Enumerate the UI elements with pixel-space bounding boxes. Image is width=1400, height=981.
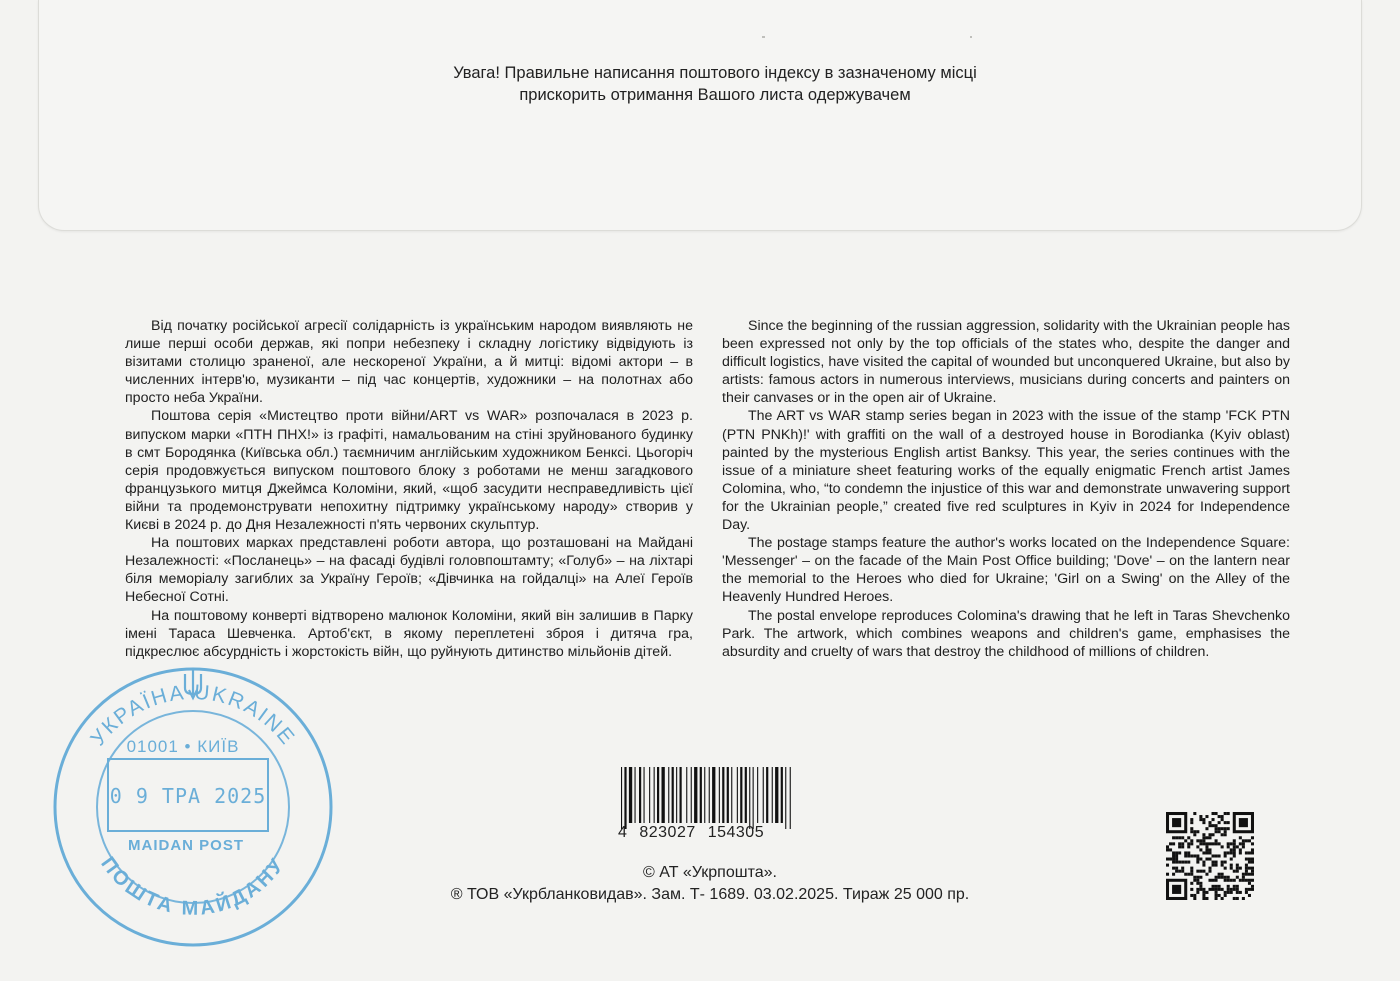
ua-paragraph: Від початку російської агресії солідарність із українським народом виявляють не лише перші особи держав, які попри небезпеку і складну логістику відвідують із візитами столицю зраненої, але нескореної України, а й митці: відомі актори – в численних інтерв'ю, музиканти – під час концертів, художники – на полотнах або просто неба України. [125,318,693,407]
paper-speck [762,36,765,38]
qr-module [1233,851,1236,854]
en-paragraph: Since the beginning of the russian aggression, solidarity with the Ukrainian people has been expressed not only by the top officials of the states who, despite the danger and difficult logistics, have visited the capital of wounded but unconquered Ukraine, but also by artists: famous actors in numerous interviews, musicians during concerts and painters on their canvases or in the open air of Ukraine. [722,318,1290,407]
qr-module [1199,858,1202,861]
barcode-bar [635,767,636,823]
qr-module [1196,845,1199,848]
barcode-bar [737,767,738,823]
qr-module [1218,815,1221,818]
barcode-bar [772,767,773,823]
maidan-post-postmark [48,662,338,952]
qr-module [1227,812,1230,815]
qr-module [1224,821,1227,824]
qr-module [1169,842,1172,845]
barcode-bar [694,767,697,823]
qr-module [1224,827,1227,830]
qr-module [1218,854,1221,857]
barcode-first-digit: 4 [618,824,628,841]
qr-module [1230,858,1233,861]
ean-barcode [615,767,795,829]
qr-module [1190,818,1193,821]
qr-module [1166,858,1169,861]
qr-module [1199,842,1202,845]
qr-module [1239,836,1242,839]
qr-module [1212,833,1215,836]
qr-module [1221,815,1224,818]
qr-module [1212,854,1215,857]
qr-module [1202,851,1205,854]
qr-module [1251,842,1254,845]
qr-module [1215,854,1218,857]
qr-module [1239,851,1242,854]
qr-module [1239,848,1242,851]
qr-module [1208,833,1211,836]
qr-module [1230,848,1233,851]
barcode-bar [719,767,720,823]
en-paragraph: The postage stamps feature the author's works located on the Independence Square: 'Messenger' – on the facade of the Main Post Office building; 'Dove' – on the lantern near the memorial to the Heroes who died for Ukraine; 'Girl on a Swing' on the Alley of the Heavenly Hundred Heroes. [722,535,1290,606]
postal-code-notice-line-2: прискорить отримання Вашого листа одержувачем [519,86,911,104]
envelope-flap [38,0,1362,231]
qr-module [1205,836,1208,839]
qr-module [1193,833,1196,836]
ua-paragraph: На поштовому конверті відтворено малюнок Коломіни, який він залишив в Парку імені Тараса Шевченка. Артоб'єкт, в якому переплетені зброя і дитяча гра, підкреслює абсурдність і жорстокість війн, що руйнують дитинство мільйонів дітей. [125,607,693,660]
barcode-bar [790,767,791,829]
barcode-bar [700,767,702,823]
qr-module [1227,851,1230,854]
qr-module [1224,833,1227,836]
qr-module [1251,851,1254,854]
barcode-bar [775,767,778,823]
barcode-bar [639,767,641,823]
qr-module [1196,854,1199,857]
qr-module [1245,851,1248,854]
qr-module [1193,830,1196,833]
qr-module [1175,851,1178,854]
qr-module [1218,830,1221,833]
qr-finder [1239,818,1248,827]
qr-module [1215,827,1218,830]
barcode-bar [676,767,677,823]
qr-module [1227,827,1230,830]
qr-module [1224,830,1227,833]
qr-module [1172,858,1175,861]
barcode-bar [629,767,632,823]
qr-module [1202,842,1205,845]
barcode-bar [657,767,659,823]
qr-module [1178,845,1181,848]
qr-module [1251,858,1254,861]
qr-module [1202,833,1205,836]
qr-module [1199,848,1202,851]
barcode-bar [662,767,665,823]
qr-module [1218,821,1221,824]
qr-module [1181,845,1184,848]
qr-module [1208,824,1211,827]
qr-module [1233,848,1236,851]
qr-module [1215,842,1218,845]
barcode-number [618,824,771,842]
postmark-date: 0 9 ТРА 2025 [109,784,267,808]
qr-module [1215,812,1218,815]
qr-module [1184,854,1187,857]
qr-module [1199,839,1202,842]
qr-module [1193,854,1196,857]
qr-module [1233,854,1236,857]
barcode-bar [644,767,645,823]
qr-module [1187,842,1190,845]
postmark-post-office: 01001 • КИЇВ [126,737,240,756]
barcode-bar [740,767,742,823]
qr-module [1181,842,1184,845]
barcode-bar [766,767,768,823]
paper-speck [970,36,972,38]
qr-module [1218,842,1221,845]
qr-module [1205,815,1208,818]
qr-module [1205,858,1208,861]
qr-module [1212,812,1215,815]
qr-module [1208,821,1211,824]
qr-module [1175,858,1178,861]
qr-module [1212,818,1215,821]
qr-module [1187,845,1190,848]
printer-imprint-line: ® ТОВ «Укрбланковидав». Зам. Т- 1689. 03.02.2025. Тираж 25 000 пр. [450,886,970,903]
qr-module [1221,833,1224,836]
qr-module [1187,851,1190,854]
qr-module [1218,827,1221,830]
qr-module [1248,839,1251,842]
qr-module [1202,818,1205,821]
qr-module [1190,827,1193,830]
barcode-bar [654,767,655,823]
qr-module [1208,851,1211,854]
qr-module [1212,842,1215,845]
barcode-bar [757,767,758,823]
barcode-bar [731,767,732,823]
barcode-bar [722,767,724,823]
barcode-bar [749,767,750,829]
qr-module [1172,854,1175,857]
qr-module [1239,842,1242,845]
ukrainian-description [125,317,693,661]
qr-module [1202,839,1205,842]
english-description [722,317,1290,661]
barcode-bar [781,767,783,823]
barcode-group-1: 823027 [639,824,696,841]
qr-module [1248,858,1251,861]
qr-module [1172,851,1175,854]
qr-module [1215,824,1218,827]
qr-module [1193,812,1196,815]
qr-module [1172,836,1175,839]
qr-module [1242,839,1245,842]
qr-module [1202,836,1205,839]
qr-module [1166,848,1169,851]
qr-finder [1172,818,1181,827]
barcode-group-2: 154305 [707,824,765,841]
en-paragraph: The postal envelope reproduces Colomina's drawing that he left in Taras Shevchenko Park. The artwork, which combines weapons and children's game, emphasises the absurdity and cruelty of wars that destroy the childhood of millions of children. [722,607,1290,660]
qr-module [1205,845,1208,848]
qr-module [1227,845,1230,848]
qr-module [1169,848,1172,851]
qr-module [1215,839,1218,842]
barcode-bar [691,767,692,823]
qr-module [1208,848,1211,851]
qr-module [1233,845,1236,848]
qr-module [1187,854,1190,857]
postmark-inner-label: MAIDAN POST [128,837,244,854]
qr-module [1224,812,1227,815]
qr-module [1230,851,1233,854]
qr-module [1166,845,1169,848]
barcode-bar [704,767,705,823]
barcode-bar [763,767,764,823]
qr-module [1242,842,1245,845]
qr-module [1175,836,1178,839]
barcode-bar [624,767,626,829]
qr-module [1178,842,1181,845]
qr-module [1236,845,1239,848]
qr-module [1227,821,1230,824]
barcode-bar [727,767,729,823]
qr-module [1242,845,1245,848]
barcode-bar [709,767,710,823]
qr-module [1190,842,1193,845]
postal-code-notice-line-1: Увага! Правильне написання поштового індексу в зазначеному місці [453,64,977,82]
barcode-bar [668,767,669,823]
qr-module [1208,858,1211,861]
en-paragraph: The ART vs WAR stamp series began in 2023 with the issue of the stamp 'FCK PTN (PTN PNKh)!' with graffiti on the wall of a destroyed house in Borodianka (Kyiv oblast) painted by the mysterious English artist Banksy. This year, the series continues with the issue of a miniature sheet featuring works of the equally enigmatic French artist James Colomina, who, “to condemn the injustice of this war and demonstrate unwavering support for the Ukrainian people,” created five red sculptures in Kyiv in 2024 for Independence Day. [722,408,1290,534]
qr-module [1221,845,1224,848]
barcode-bar [753,767,754,829]
qr-module [1178,851,1181,854]
qr-module [1245,858,1248,861]
qr-module [1196,830,1199,833]
qr-module [1251,836,1254,839]
qr-module [1208,836,1211,839]
ua-paragraph: На поштових марках представлені роботи автора, що розташовані на Майдані Незалежності: «Посланець» – на фасаді будівлі головпоштамту; «Голуб» – на ліхтарі біля меморіалу загиблих за Україну Героїв; «Дівчинка на гойдалці» на Алеї Героїв Небесної Сотні. [125,535,693,606]
qr-module [1215,830,1218,833]
barcode-bar [686,767,687,823]
barcode-bar [785,767,786,829]
qr-module [1248,851,1251,854]
qr-module [1224,854,1227,857]
barcode-bar [672,767,674,823]
qr-module [1190,839,1193,842]
qr-module [1181,836,1184,839]
qr-module [1205,842,1208,845]
qr-module [1208,842,1211,845]
qr-module [1251,848,1254,851]
qr-module [1199,818,1202,821]
ua-paragraph: Поштова серія «Мистецтво проти війни/ART vs WAR» розпочалася в 2023 р. випуском марки «ПТН ПНХ!» із графіті, намальованим на стіні зруйнованого будинку в смт Бородянка (Київська обл.) таємничим англійським художником Бенксі. Цьогоріч серія продовжується випуском поштового блоку з роботами не менш загадкового французького митця Джеймса Коломіни, який, «щоб засудити несправедливість цієї війни та продемонструвати непохитну підтримку українському народу» створив у Києві в 2024 р. до Дня Незалежності п'ять червоних скульптур. [125,408,693,534]
barcode-bar [621,767,622,829]
qr-module [1221,818,1224,821]
barcode-bar [680,767,682,823]
qr-module [1224,851,1227,854]
barcode-bar [745,767,747,823]
qr-module [1169,858,1172,861]
qr-module [1178,836,1181,839]
qr-module [1233,839,1236,842]
qr-module [1227,842,1230,845]
qr-module [1212,824,1215,827]
qr-module [1205,851,1208,854]
qr-module [1205,848,1208,851]
postmark-ring-top-text: УКРАЇНА UKRAINE [86,680,300,751]
qr-module [1190,854,1193,857]
qr-module [1245,839,1248,842]
barcode-bar [712,767,715,823]
qr-module [1172,842,1175,845]
qr-module [1205,827,1208,830]
qr-module [1190,830,1193,833]
qr-module [1202,821,1205,824]
qr-module [1184,851,1187,854]
qr-module [1190,821,1193,824]
qr-module [1233,842,1236,845]
copyright-line: © АТ «Укрпошта». [643,864,777,881]
qr-module [1175,854,1178,857]
qr-module [1230,842,1233,845]
qr-module [1196,858,1199,861]
qr-module [1199,815,1202,818]
qr-module [1196,839,1199,842]
qr-module [1187,836,1190,839]
qr-module [1221,827,1224,830]
barcode-bar [649,767,650,823]
qr-module [1184,839,1187,842]
postmark-ring-bottom-text: ПОШТА МАЙДАНУ [96,852,290,920]
